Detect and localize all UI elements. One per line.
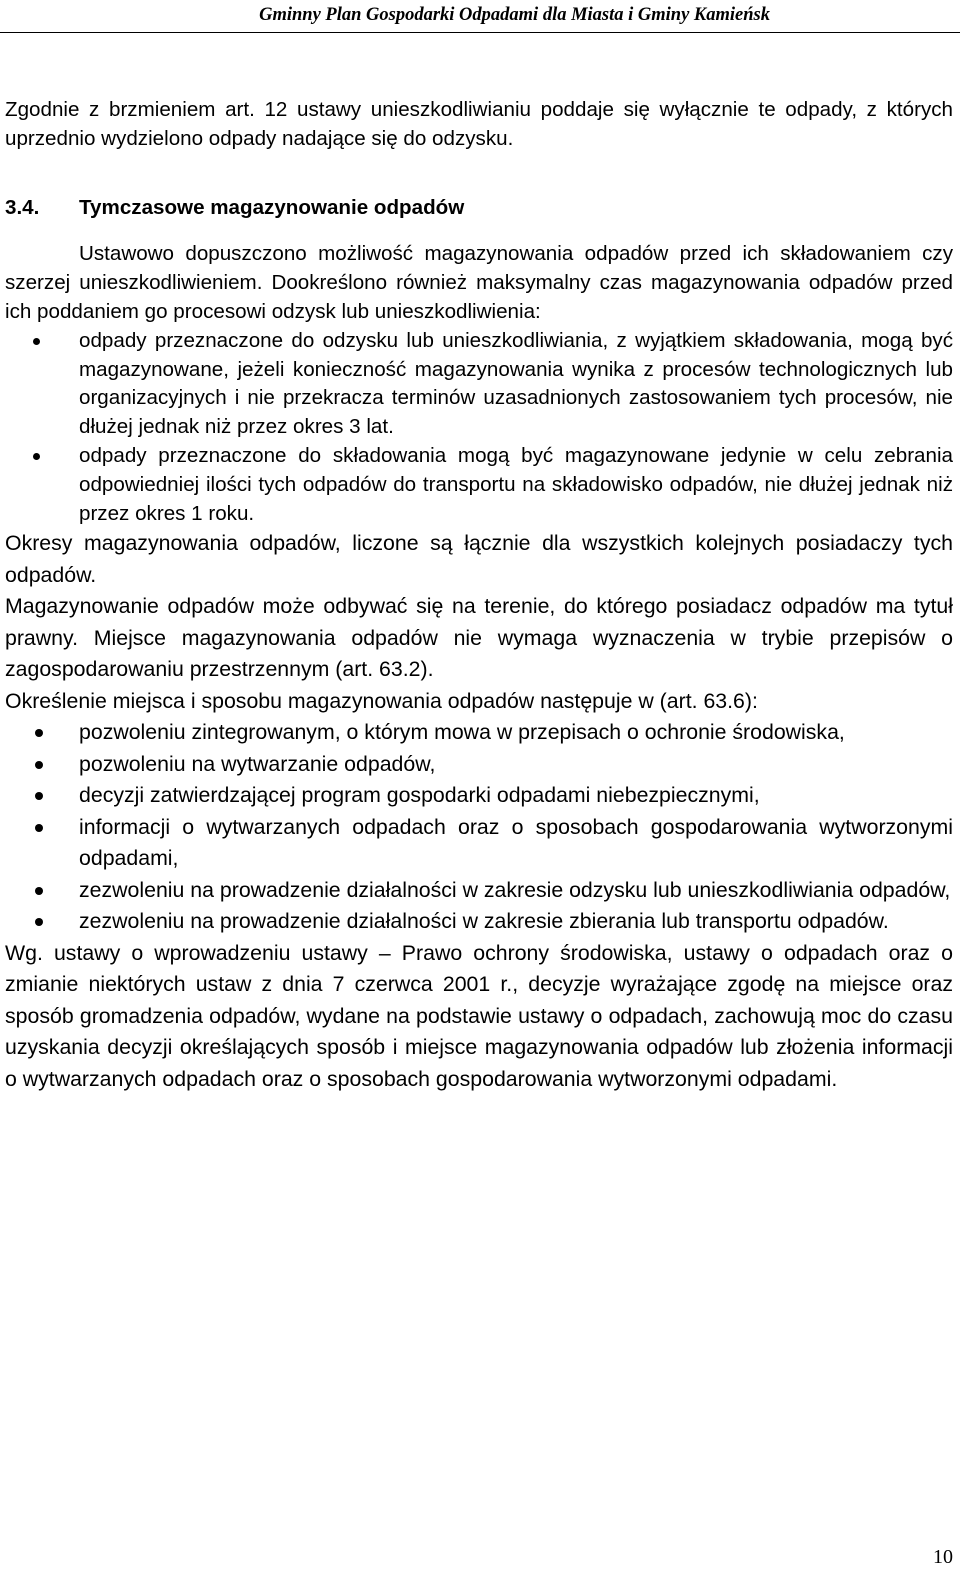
paragraph-5: Wg. ustawy o wprowadzeniu ustawy – Prawo ochrony środowiska, ustawy o odpadach oraz o zmianie niektórych ustaw z dnia 7 czerwca 2001 r., decyzje wyrażające zgodę na miejsce oraz sposób gromadzenia odpadów, wydane na podstawie ustawy o odpadach, zachowują moc do czasu uzyskania decyzji określających sposób i miejsce magazynowania odpadów lub złożenia informacji o wytwarzanych odpadach oraz o sposobach gospodarowania wytworzonymi odpadami.	[5, 940, 953, 1091]
bullet-list-1	[5, 327, 953, 529]
list-item: pozwoleniu zintegrowanym, o którym mowa w przepisach o ochronie środowiska,	[5, 717, 953, 749]
bullet-icon	[35, 729, 43, 737]
bullet-icon	[35, 918, 43, 926]
bullet-list-2	[5, 717, 953, 938]
header-rule	[0, 32, 960, 33]
bullet-icon	[33, 453, 40, 460]
paragraph-3: Magazynowanie odpadów może odbywać się na terenie, do którego posiadacz odpadów ma tytuł prawny. Miejsce magazynowania odpadów nie wymaga wyznaczenia w trybie przepisów o zagospodarowaniu przestrzennym (art. 63.2).	[5, 594, 953, 682]
list-item: informacji o wytwarzanych odpadach oraz o sposobach gospodarowania wytworzonymi odpadami,	[5, 812, 953, 875]
bullet-icon	[35, 824, 43, 832]
bullet-icon	[35, 761, 43, 769]
list-item: pozwoleniu na wytwarzanie odpadów,	[5, 749, 953, 781]
section-number: 3.4.	[5, 195, 40, 219]
list-item: odpady przeznaczone do składowania mogą być magazynowane jedynie w celu zebrania odpowiedniej ilości tych odpadów do transportu na składowisko odpadów, nie dłużej jednak niż przez okres 1 roku.	[5, 442, 953, 528]
page-number: 10	[933, 1546, 953, 1568]
list-item: decyzji zatwierdzającej program gospodarki odpadami niebezpiecznymi,	[5, 780, 953, 812]
list-item: zezwoleniu na prowadzenie działalności w zakresie odzysku lub unieszkodliwiania odpadów,	[5, 875, 953, 907]
bullet-icon	[33, 338, 40, 345]
paragraph-4: Określenie miejsca i sposobu magazynowania odpadów następuje w (art. 63.6):	[5, 688, 758, 713]
paragraph-1: Ustawowo dopuszczono możliwość magazynowania odpadów przed ich składowaniem czy szerzej unieszkodliwieniem. Dookreślono również maksymalny czas magazynowania odpadów przed ich poddaniem go procesowi odzysk lub unieszkodliwienia:	[5, 242, 953, 323]
page-content	[5, 96, 953, 1095]
intro-paragraph: Zgodnie z brzmieniem art. 12 ustawy unieszkodliwianiu poddaje się wyłącznie te odpady, z których uprzednio wydzielono odpady nadające się do odzysku.	[5, 98, 953, 150]
list-item: zezwoleniu na prowadzenie działalności w zakresie zbierania lub transportu odpadów.	[5, 906, 953, 938]
paragraph-2: Okresy magazynowania odpadów, liczone są łącznie dla wszystkich kolejnych posiadaczy tych odpadów.	[5, 531, 953, 587]
running-header	[0, 0, 960, 40]
list-item: odpady przeznaczone do odzysku lub unieszkodliwiania, z wyjątkiem składowania, mogą być magazynowane, jeżeli konieczność magazynowania wynika z procesów technologicznych lub organizacyjnych i nie przekracza terminów uzasadnionych zastosowaniem tych procesów, nie dłużej jednak niż przez okres 3 lat.	[5, 327, 953, 442]
section-heading	[5, 194, 953, 223]
bullet-icon	[35, 887, 43, 895]
header-title: Gminny Plan Gospodarki Odpadami dla Miasta i Gminy Kamieńsk	[259, 5, 770, 25]
section-title: Tymczasowe magazynowanie odpadów	[79, 195, 465, 219]
bullet-icon	[35, 792, 43, 800]
